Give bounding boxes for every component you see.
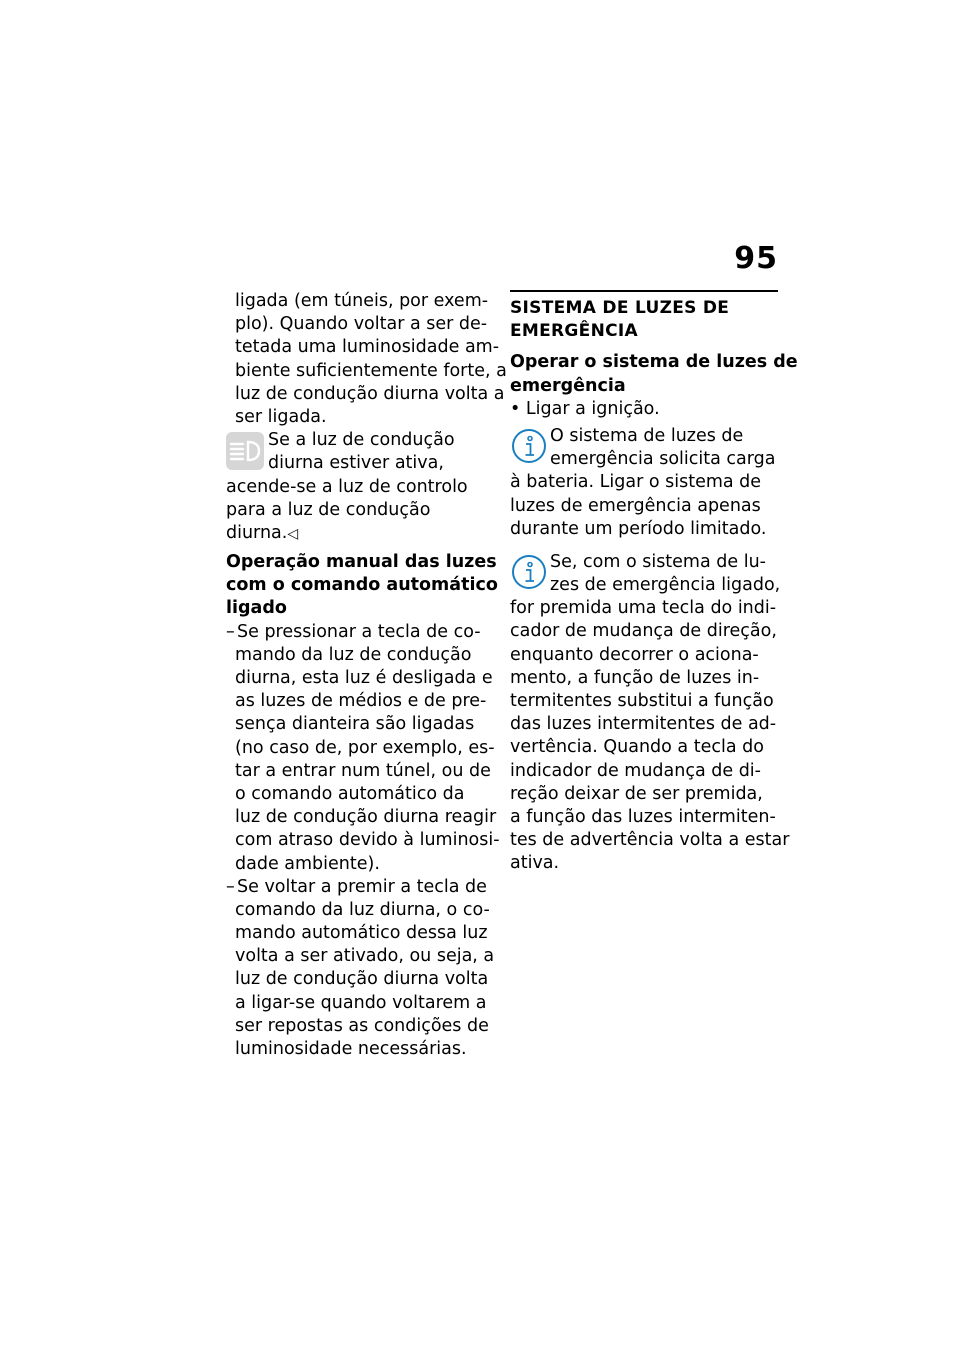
text-line: comando da luz diurna, o co- (235, 899, 490, 920)
text-line (226, 876, 492, 899)
list-item (226, 876, 495, 1062)
text-line: com atraso devido à luminosi- (235, 830, 500, 851)
text-line: emergência solicita carga (550, 449, 776, 470)
text-line: luz de condução diurna reagir (235, 807, 497, 828)
dash-marker: – (226, 876, 235, 897)
intro-paragraph (226, 290, 507, 429)
text-line: mando automático dessa luz (235, 923, 488, 944)
text-line: para a luz de condução (226, 499, 431, 520)
text-line: tetada uma luminosidade am- (235, 337, 500, 358)
text-line: biente suficientemente forte, a (235, 360, 507, 381)
daytime-light-note (226, 429, 492, 545)
text-line: indicador de mudança de di- (510, 760, 761, 781)
text-line: reção deixar de ser premida, (510, 783, 763, 804)
text-line: O sistema de luzes de (550, 425, 744, 446)
text-line: luz de condução diurna volta (235, 969, 489, 990)
text-line: as luzes de médios e de pre- (235, 691, 487, 712)
text-line: durante um período limitado. (510, 518, 767, 539)
text-line: das luzes intermitentes de ad- (510, 714, 777, 735)
text-line: termitentes substitui a função (510, 691, 774, 711)
text-line: zes de emergência ligado, (550, 575, 781, 596)
text-line: vertência. Quando a tecla do (510, 737, 764, 758)
text-span: Ligar a ignição. (525, 398, 660, 419)
text-line: Se, com o sistema de lu- (550, 551, 766, 572)
left-column (226, 290, 507, 1061)
page-number: 95 (734, 241, 778, 276)
daytime-running-light-indicator-icon (226, 432, 264, 470)
text-line: (no caso de, por exemplo, es- (235, 737, 495, 758)
section-title (510, 297, 778, 343)
text-line: mento, a função de luzes in- (510, 667, 760, 688)
right-column (510, 290, 798, 876)
subheading (510, 351, 798, 397)
text-line: acende-se a luz de controlo (226, 476, 468, 497)
text-line (226, 621, 492, 644)
text-line: mando da luz de condução (235, 644, 472, 665)
text-line: à bateria. Ligar o sistema de (510, 472, 762, 493)
text-line: luzes de emergência apenas (510, 495, 761, 516)
heading-line: com o comando automático (226, 575, 498, 596)
text-line: a ligar-se quando voltarem a (235, 992, 487, 1013)
text-span: Se pressionar a tecla de co- (237, 621, 481, 642)
list-item (226, 621, 500, 876)
text-line: ser ligada. (235, 406, 327, 427)
text-line: for premida uma tecla do indi- (510, 598, 777, 619)
info-icon (510, 553, 548, 591)
section-rule (510, 290, 778, 292)
text-line: luminosidade necessárias. (235, 1039, 467, 1059)
text-line: plo). Quando voltar a ser de- (235, 314, 488, 335)
text-span: Se voltar a premir a tecla de (237, 876, 487, 897)
text-line: Se a luz de condução (268, 430, 455, 451)
info-icon (510, 427, 548, 465)
dash-marker: – (226, 621, 235, 642)
heading-line: Operar o sistema de luzes de (510, 352, 798, 373)
bullet-marker: • (510, 398, 521, 419)
info-note-battery (510, 425, 778, 541)
section-heading (226, 551, 498, 621)
heading-line: emergência (510, 375, 626, 396)
text-line: o comando automático da (235, 783, 465, 804)
text-line: ativa. (510, 853, 560, 874)
text-line: cador de mudança de direção, (510, 621, 777, 642)
text-line: diurna, esta luz é desligada e (235, 668, 493, 688)
text-line: ligada (em túneis, por exem- (235, 291, 489, 311)
title-line: EMERGÊNCIA (510, 321, 638, 342)
text-line: enquanto decorrer o aciona- (510, 644, 759, 665)
heading-line: ligado (226, 598, 287, 619)
title-line: SISTEMA DE LUZES DE (510, 298, 730, 318)
text-line: tar a entrar num túnel, ou de (235, 760, 491, 781)
text-line: luz de condução diurna volta a (235, 383, 505, 404)
text-line: volta a ser ativado, ou seja, a (235, 946, 495, 967)
text-span: diurna. (226, 522, 288, 543)
bullet-item (510, 398, 778, 421)
text-line: tes de advertência volta a estar (510, 830, 790, 851)
text-line-last (226, 522, 492, 545)
text-line: a função das luzes intermiten- (510, 806, 776, 827)
heading-line: Operação manual das luzes (226, 552, 497, 573)
info-note-turn-signal (510, 551, 790, 876)
end-of-section-icon: ◁ (287, 525, 299, 542)
text-line: sença dianteira são ligadas (235, 714, 475, 735)
text-line: diurna estiver ativa, (268, 453, 444, 474)
text-line: ser repostas as condições de (235, 1015, 489, 1036)
text-line: dade ambiente). (235, 853, 380, 874)
